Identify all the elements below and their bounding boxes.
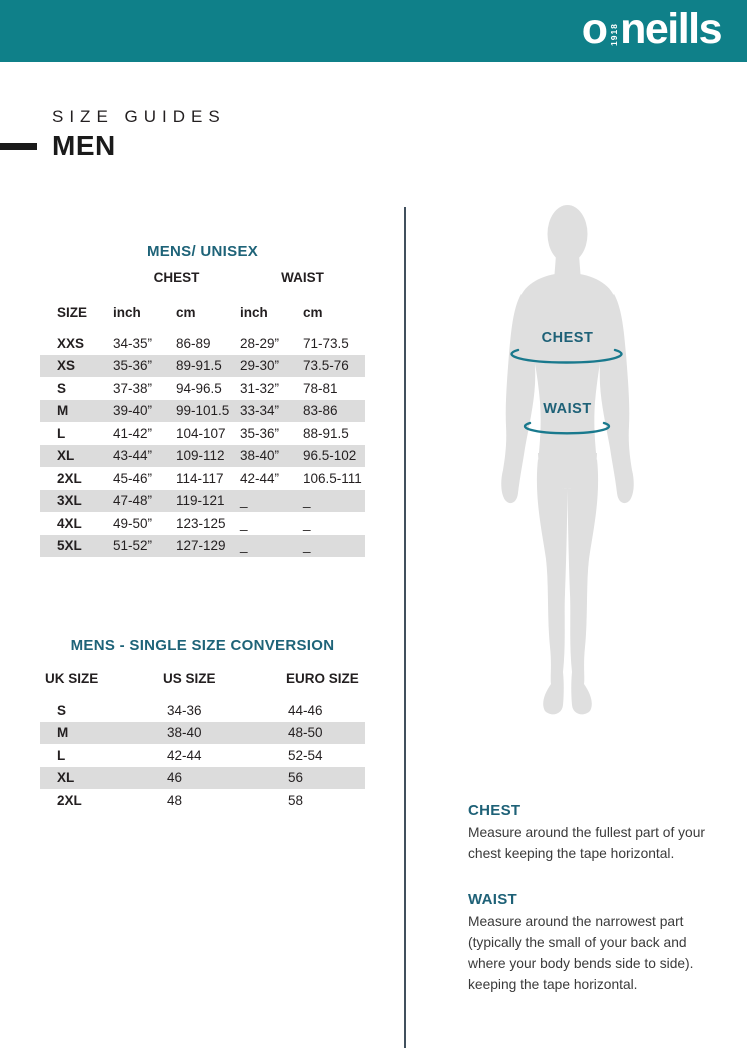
table-cell: 52-54 bbox=[288, 747, 323, 763]
table-cell: 3XL bbox=[57, 493, 82, 509]
waist-group-header: WAIST bbox=[281, 270, 324, 285]
table-cell: 31-32” bbox=[240, 380, 280, 396]
table-row bbox=[40, 355, 365, 378]
size-table-group-header bbox=[40, 270, 365, 285]
table-row bbox=[40, 445, 365, 468]
table-cell: 48 bbox=[167, 792, 183, 808]
table-row bbox=[40, 467, 365, 490]
table-cell: cm bbox=[303, 304, 323, 320]
chest-instruction-heading: CHEST bbox=[468, 802, 521, 819]
brand-logo bbox=[581, 5, 721, 53]
table-cell: inch bbox=[240, 304, 268, 320]
chest-measure-arc bbox=[504, 345, 629, 367]
table-cell: 47-48” bbox=[113, 493, 153, 509]
table-row bbox=[40, 490, 365, 513]
table-row bbox=[40, 722, 365, 745]
table-cell: 127-129 bbox=[176, 538, 226, 554]
table-cell: UK SIZE bbox=[45, 671, 99, 686]
table-row bbox=[40, 535, 365, 558]
size-table-body bbox=[40, 332, 365, 557]
table-cell: XL bbox=[57, 770, 75, 786]
table-cell: SIZE bbox=[57, 304, 88, 320]
table-cell: 58 bbox=[288, 792, 304, 808]
table-cell: _ bbox=[240, 493, 248, 509]
table-row bbox=[40, 767, 365, 790]
table-cell: 34-36 bbox=[167, 702, 202, 718]
table-cell: 94-96.5 bbox=[176, 380, 222, 396]
table-cell: _ bbox=[240, 538, 248, 554]
group-spacer bbox=[57, 270, 113, 285]
table-cell: 89-91.5 bbox=[176, 358, 222, 374]
table-cell: 43-44” bbox=[113, 448, 153, 464]
page-title: MEN bbox=[52, 130, 116, 161]
table-cell: 86-89 bbox=[176, 335, 211, 351]
table-cell: 78-81 bbox=[303, 380, 338, 396]
vertical-divider bbox=[404, 207, 406, 1048]
table-cell: 2XL bbox=[57, 470, 82, 486]
table-cell: 29-30” bbox=[240, 358, 280, 374]
table-cell: XXS bbox=[57, 335, 85, 351]
table-cell: 5XL bbox=[57, 538, 82, 554]
table-cell: _ bbox=[240, 515, 248, 531]
table-cell: 37-38” bbox=[113, 380, 153, 396]
table-cell: 99-101.5 bbox=[176, 403, 230, 419]
table-cell: 56 bbox=[288, 770, 304, 786]
table-cell: 96.5-102 bbox=[303, 448, 357, 464]
table-cell: L bbox=[57, 425, 66, 441]
table-row bbox=[40, 400, 365, 423]
table-cell: 114-117 bbox=[176, 470, 224, 486]
size-table-column-headers bbox=[40, 301, 365, 324]
table-cell: 28-29” bbox=[240, 335, 280, 351]
table-cell: US SIZE bbox=[163, 671, 216, 686]
table-cell: 42-44 bbox=[167, 747, 202, 763]
table-cell: XS bbox=[57, 358, 76, 374]
section-eyebrow: SIZE GUIDES bbox=[52, 107, 226, 126]
waist-instruction bbox=[468, 891, 708, 996]
table-cell: 42-44” bbox=[240, 470, 280, 486]
table-cell: 2XL bbox=[57, 792, 82, 808]
logo-year-text: 1918 bbox=[609, 23, 620, 46]
male-silhouette bbox=[486, 205, 649, 727]
table-cell: M bbox=[57, 403, 69, 419]
table-cell: S bbox=[57, 380, 67, 396]
chest-group-header: CHEST bbox=[153, 270, 200, 285]
title-dash bbox=[0, 143, 37, 150]
table-cell: 83-86 bbox=[303, 403, 338, 419]
table-row bbox=[40, 512, 365, 535]
table-cell: 44-46 bbox=[288, 702, 323, 718]
table-cell: 38-40 bbox=[167, 725, 202, 741]
table-cell: inch bbox=[113, 304, 141, 320]
waist-instruction-heading: WAIST bbox=[468, 890, 517, 908]
table-row bbox=[40, 332, 365, 355]
table-cell: 35-36” bbox=[113, 358, 153, 374]
table-cell: 39-40” bbox=[113, 403, 153, 419]
table-cell: 4XL bbox=[57, 515, 82, 531]
table-cell: cm bbox=[176, 304, 196, 320]
logo-text-o: o bbox=[581, 5, 608, 53]
table-cell: 48-50 bbox=[288, 725, 323, 741]
table-cell: 45-46” bbox=[113, 470, 153, 486]
conversion-table-column-headers bbox=[40, 671, 365, 686]
table-cell: 109-112 bbox=[176, 448, 225, 464]
table-cell: 88-91.5 bbox=[303, 425, 349, 441]
figure-waist-label: WAIST bbox=[543, 401, 592, 417]
table-cell: L bbox=[57, 747, 66, 763]
table-cell: M bbox=[57, 725, 69, 741]
table-cell: S bbox=[57, 702, 67, 718]
table-cell: 119-121 bbox=[176, 493, 225, 509]
waist-measure-arc bbox=[519, 419, 615, 438]
table-cell: 71-73.5 bbox=[303, 335, 349, 351]
table-cell: _ bbox=[303, 493, 311, 509]
header-bar bbox=[0, 0, 747, 62]
figure-chest-label: CHEST bbox=[541, 330, 594, 346]
logo-text-neills: neills bbox=[620, 5, 721, 53]
table-cell: EURO SIZE bbox=[286, 671, 359, 686]
measuring-instructions bbox=[468, 802, 708, 996]
table-cell: 49-50” bbox=[113, 515, 153, 531]
table-row bbox=[40, 422, 365, 445]
waist-instruction-text: Measure around the narrowest part (typically the small of your back and where your body bends side to side). keeping the tape horizontal. bbox=[468, 913, 694, 992]
table-cell: 106.5-111 bbox=[303, 470, 362, 486]
table-cell: 104-107 bbox=[176, 425, 226, 441]
table-row bbox=[40, 789, 365, 812]
table-cell: 38-40” bbox=[240, 448, 280, 464]
table-row bbox=[40, 744, 365, 767]
table-row bbox=[40, 699, 365, 722]
table-cell: _ bbox=[303, 538, 311, 554]
size-table-title: MENS/ UNISEX bbox=[146, 243, 259, 260]
table-row bbox=[40, 377, 365, 400]
table-cell: 35-36” bbox=[240, 425, 280, 441]
chest-instruction-text: Measure around the fullest part of your chest keeping the tape horizontal. bbox=[468, 825, 705, 861]
table-cell: _ bbox=[303, 515, 311, 531]
table-cell: 33-34” bbox=[240, 403, 280, 419]
table-cell: XL bbox=[57, 448, 75, 464]
conversion-table-title: MENS - SINGLE SIZE CONVERSION bbox=[70, 637, 335, 654]
conversion-table-body bbox=[40, 699, 365, 812]
table-cell: 46 bbox=[167, 770, 183, 786]
table-cell: 51-52” bbox=[113, 538, 153, 554]
chest-instruction bbox=[468, 802, 708, 865]
table-cell: 73.5-76 bbox=[303, 358, 349, 374]
table-cell: 34-35” bbox=[113, 335, 153, 351]
table-cell: 123-125 bbox=[176, 515, 226, 531]
table-cell: 41-42” bbox=[113, 425, 153, 441]
